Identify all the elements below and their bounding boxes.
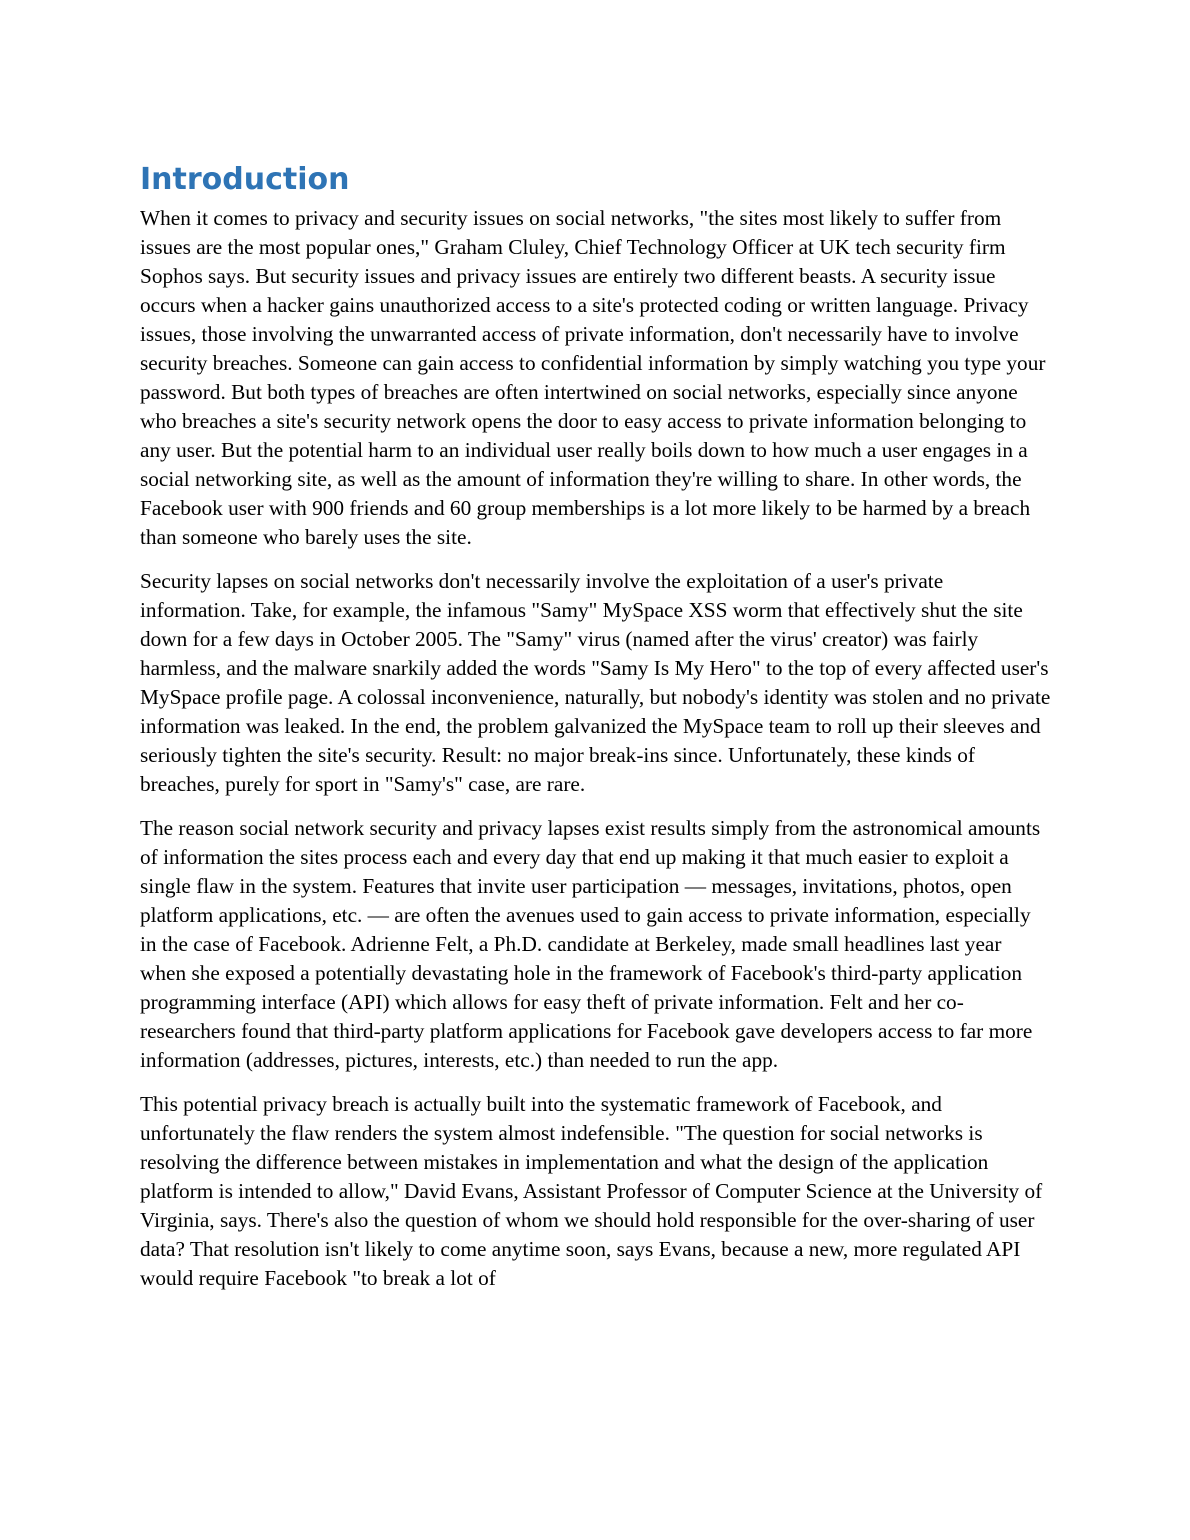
paragraph-1: When it comes to privacy and security issues on social networks, "the sites most likely to suffer from issues are the most popular ones," Graham Cluley, Chief Technology Officer at UK tech security firm Sophos says. But security issues and privacy issues are entirely two different beasts. A security issue occurs when a hacker gains unauthorized access to a site's protected coding or written language. Privacy issues, those involving the unwarranted access of private information, don't necessarily have to involve security breaches. Someone can gain access to confidential information by simply watching you type your password. But both types of breaches are often intertwined on social networks, especially since anyone who breaches a site's security network opens the door to easy access to private information belonging to any user. But the potential harm to an individual user really boils down to how much a user engages in a social networking site, as well as the amount of information they're willing to share. In other words, the Facebook user with 900 friends and 60 group memberships is a lot more likely to be harmed by a breach than someone who barely uses the site. [140, 206, 1046, 549]
paragraph-3: The reason social network security and privacy lapses exist results simply from the astronomical amounts of information the sites process each and every day that end up making it that much easier to exploit a single flaw in the system. Features that invite user participation — messages, invitations, photos, open platform applications, etc. — are often the avenues used to gain access to private information, especially in the case of Facebook. Adrienne Felt, a Ph.D. candidate at Berkeley, made small headlines last year when she exposed a potentially devastating hole in the framework of Facebook's third-party application programming interface (API) which allows for easy theft of private information. Felt and her co-researchers found that third-party platform applications for Facebook gave developers access to far more information (addresses, pictures, interests, etc.) than needed to run the app. [140, 816, 1041, 1072]
section-heading: Introduction [140, 162, 350, 197]
paragraph-4: This potential privacy breach is actually built into the systematic framework of Facebook, and unfortunately the flaw renders the system almost indefensible. "The question for social networks is resolving the difference between mistakes in implementation and what the design of the application platform is intended to allow," David Evans, Assistant Professor of Computer Science at the University of Virginia, says. There's also the question of whom we should hold responsible for the over-sharing of user data? That resolution isn't likely to come anytime soon, says Evans, because a new, more regulated API would require Facebook "to break a lot of [140, 1092, 1043, 1290]
paragraph-2: Security lapses on social networks don't necessarily involve the exploitation of a user's private information. Take, for example, the infamous "Samy" MySpace XSS worm that effectively shut the site down for a few days in October 2005. The "Samy" virus (named after the virus' creator) was fairly harmless, and the malware snarkily added the words "Samy Is My Hero" to the top of every affected user's MySpace profile page. A colossal inconvenience, naturally, but nobody's identity was stolen and no private information was leaked. In the end, the problem galvanized the MySpace team to roll up their sleeves and seriously tighten the site's security. Result: no major break-ins since. Unfortunately, these kinds of breaches, purely for sport in "Samy's" case, are rare. [140, 569, 1051, 796]
document-body [140, 160, 1052, 1308]
